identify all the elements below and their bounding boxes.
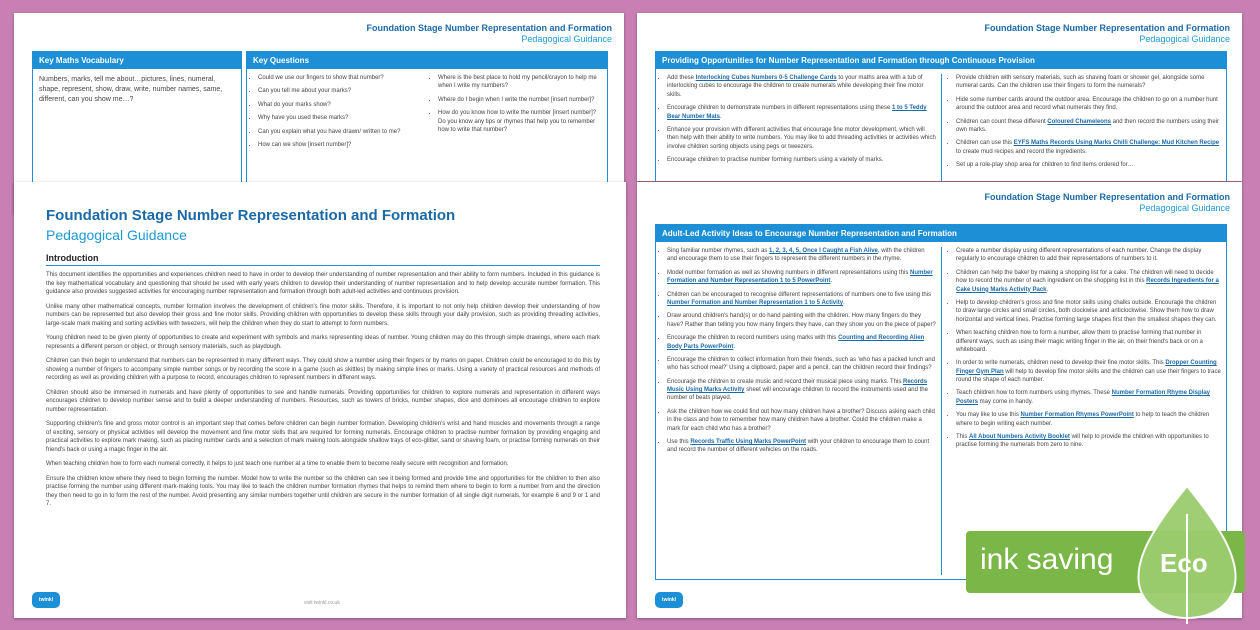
doc-title: Foundation Stage Number Representation and Formation [366, 23, 612, 33]
page-continuous-provision [637, 13, 1242, 181]
intro-paragraph: Unlike many other mathematical concepts, number formation involves the development of children's fine motor skills. Therefore, it is important to not only help children develop their understanding of how numbers can be represented but also develop their gross and fine motor skills. Providing children with opportunities to develop these skills through your daily provision, such as providing threading activities, large-scale mark making and sorting activities with tweezers, will help the children when they do start to attempt to form numbers. [46, 303, 600, 327]
activity-item: • When teaching children how to form a number, allow them to practise forming that number in different ways, such as using their magic writing finger in the air, on their friend's back or on a whiteboard. [956, 329, 1222, 354]
vocabulary-text: Numbers, marks, tell me about…pictures, lines, numeral, shape, represent, show, draw, write, number names, same, different, can you show me…? [39, 76, 223, 104]
intro-paragraph: Young children need to be given plenty of opportunities to create and experiment with symbols and marks representing ideas of number. Young children may do this through simple drawings, where each mark represents a different person or object, or through sensory materials, such as playdough. [46, 335, 600, 350]
provision-item: • Set up a role-play shop area for children to find items ordered for… [956, 161, 1222, 169]
page-header [366, 23, 612, 46]
adult-led-left-column [658, 247, 936, 577]
question-item: • Can you tell me about your marks? [258, 87, 421, 95]
resource-link[interactable]: Dropper Counting Finger Gym Plan [956, 360, 1217, 375]
intro-paragraph: Supporting children's fine and gross motor control is an important step that comes before children can begin number formation. Developing children's wrist and hand muscles and movements through a range of exciting, sensory or physical activities will develop the movement and fine motor skills that are required for forming numerals. Encourage children to practise number formation by providing engaging and practical activities to explore mark making, such as placing number cards and a selection of mark making tools alongside shallow trays of eco-glitter, sand or shaving foam, or practise forming numerals on their friend's back or using a magic finger in the air. [46, 421, 600, 453]
intro-paragraph: Children should also be immersed in numerals and have plenty of opportunities to see and handle numerals. Providing opportunities for children to explore numerals and representation in different ways encourages children to develop number sense and to build a deeper understanding of numbers. Resources, such as towers of bricks, number shapes, dice and dominoes all encourage children to explore number representation. [46, 389, 600, 413]
resource-link[interactable]: Records Music Using Marks Activity [667, 378, 928, 394]
resource-link[interactable]: Records Traffic Using Marks PowerPoint [690, 439, 807, 446]
activity-item: • Model number formation as well as showing numbers in different representations using this Number Formation and Number Representation 1 to 5 PowerPoint. [667, 269, 936, 286]
introduction-heading: Introduction [46, 253, 99, 263]
doc-title: Foundation Stage Number Representation and Formation [984, 23, 1230, 33]
question-item: • Why have you used these marks? [258, 114, 421, 122]
activity-item: • Ask the children how we could find out how many children have a brother? Discuss asking each child in the class and how to remember how many children have a brother. Could the children make a mark for each child who has a brother? [667, 408, 936, 433]
heading-divider [46, 265, 600, 266]
provision-item: • Children can use this EYFS Maths Records Using Marks Chilli Challenge: Mud Kitchen Recipe to create mud recipes and record the ingredients. [956, 139, 1222, 156]
activity-item: • Draw around children's hand(s) or do hand painting with the children. How many fingers do they have? Rather than telling you how many fingers they have, can they show you on the piece of paper? [667, 312, 936, 329]
twinkl-logo: twinkl [655, 592, 683, 608]
page-header [984, 23, 1230, 46]
activity-item: • Encourage the children to record numbers using marks with this Counting and Recording Alien Body Parts PowerPoint. [667, 334, 936, 351]
continuous-left-column [658, 74, 936, 170]
provision-item: • Hide some number cards around the outdoor area. Encourage the children to go on a number hunt around the outdoor area and record what numerals they find. [956, 96, 1222, 113]
footer-url: visit twinkl.co.uk [304, 600, 340, 606]
question-item: • What do your marks show? [258, 101, 421, 109]
question-item: • Could we use our fingers to show that number? [258, 74, 421, 82]
intro-paragraph: This document identifies the opportunities and experiences children need to have in order to develop their understanding of number representation and their ability to form numbers. Included in this guidance is the key mathematical vocabulary and questioning that should be used with early years children to develop their understanding of number representation and to help develop accurate number formation. This guidance also provides suggested activities for encouraging number representation and formation through both adult-led activities and continuous provision. [46, 272, 600, 296]
resource-link[interactable]: Number Formation and Number Representation 1 to 5 PowerPoint [667, 269, 933, 285]
activity-item: • Create a number display using different representations of each number. Change the display regularly to encourage children to add their representations of numbers to it. [956, 247, 1222, 264]
questions-right-column [429, 74, 601, 139]
resource-link[interactable]: Records Ingredients for a Cake Using Marks Activity Pack [956, 278, 1219, 293]
provision-item: • Encourage children to practise number forming numbers using a variety of marks. [667, 156, 936, 164]
resource-link[interactable]: Number Formation Rhyme Display Posters [956, 390, 1210, 405]
vocabulary-heading: Key Maths Vocabulary [33, 52, 241, 69]
continuous-provision-box [655, 51, 1227, 181]
continuous-right-column [947, 74, 1222, 175]
question-item: • Where is the best place to hold my pencil/crayon to help me when I write my numbers? [438, 74, 601, 91]
activity-item: • Use this Records Traffic Using Marks PowerPoint with your children to encourage them to count and record the number of different vehicles on the roads. [667, 438, 936, 455]
activity-item: • Help to develop children's gross and fine motor skills using chalks outside. Encourage the children to draw large circles and small circles, both clockwise and anticlockwise. Show them how to draw horizontal and vertical lines. Practise forming large shapes first then the smallest shapes they can. [956, 299, 1222, 324]
activity-item: • Children can help the baker by making a shopping list for a cake. The children will need to decide how to record the number of each ingredient on the shopping list in this Records Ingredients for a Cake Using Marks Activity Pack. [956, 269, 1222, 294]
resource-link[interactable]: All About Numbers Activity Booklet [969, 434, 1070, 441]
resource-link[interactable]: Number Formation and Number Representation 1 to 5 Activity [667, 299, 844, 306]
questions-left-column [249, 74, 421, 154]
provision-item: • Add these Interlocking Cubes Numbers 0-5 Challenge Cards to your maths area with a tub of interlocking cubes to encourage the children to create numerals while developing their fine motor skills. [667, 74, 936, 99]
ink-saving-text: ink saving [980, 543, 1114, 576]
activity-item: • In order to write numerals, children need to develop their fine motor skills. This Dropper Counting Finger Gym Plan will help to develop fine motor skills and the children can use their fingers to trace round the shape of each number. [956, 359, 1222, 384]
intro-doc-subtitle: Pedagogical Guidance [46, 227, 187, 243]
resource-link[interactable]: 1 to 5 Teddy Bear Number Mats [667, 105, 927, 120]
resource-link[interactable]: Interlocking Cubes Numbers 0-5 Challenge Cards [695, 75, 837, 81]
activity-item: • Children can be encouraged to recognise different representations of numbers one to five using this Number Formation and Number Representation 1 to 5 Activity. [667, 291, 936, 308]
continuous-provision-heading: Providing Opportunities for Number Representation and Formation through Continuous Provision [656, 52, 1226, 69]
intro-doc-title: Foundation Stage Number Representation and Formation [46, 207, 456, 224]
doc-subtitle: Pedagogical Guidance [1139, 34, 1230, 45]
activity-item: • Sing familiar number rhymes, such as 1, 2, 3, 4, 5, Once I Caught a Fish Alive, with the children and encourage them to use their fingers to represent the different numbers in the rhyme. [667, 247, 936, 264]
twinkl-logo: twinkl [32, 592, 60, 608]
provision-item: • Provide children with sensory materials, such as shaving foam or shower gel, alongside some numeral cards. Can the children use their fingers to form the numerals? [956, 74, 1222, 91]
introduction-body [46, 271, 600, 515]
adult-led-heading: Adult-Led Activity Ideas to Encourage Number Representation and Formation [656, 225, 1226, 242]
activity-item: • You may like to use this Number Formation Rhymes PowerPoint to help to teach the children where to begin writing each number. [956, 411, 1222, 428]
activity-item: • Teach children how to form numbers using rhymes. These Number Formation Rhyme Display Posters may come in handy. [956, 389, 1222, 406]
question-item: • Where do I begin when I write the number [insert number]? [438, 96, 601, 104]
resource-link[interactable]: Coloured Chameleons [1047, 118, 1111, 125]
question-item: • Can you explain what you have drawn/ written to me? [258, 128, 421, 136]
question-item: • How can we show [insert number]? [258, 141, 421, 149]
resource-link[interactable]: Number Formation Rhymes PowerPoint [1020, 412, 1134, 419]
resource-link[interactable]: EYFS Maths Records Using Marks Chilli Challenge: Mud Kitchen Recipe [1013, 140, 1220, 147]
activity-item: • Encourage the children to create music and record their musical piece using marks. This Records Music Using Marks Activity sheet will encourage children to record the instruments used and the number of beats played. [667, 378, 936, 403]
page-header [984, 192, 1230, 215]
intro-paragraph: When teaching children how to form each numeral correctly, it helps to just teach one number at a time to enable them to become really secure with recognition and formation. [46, 461, 509, 468]
provision-item: • Enhance your provision with different activities that encourage fine motor development, which will then help with their ability to write numbers. You may like to add threading activities or activities which involve children sorting objects using pegs or tweezers. [667, 126, 936, 151]
intro-paragraph: Children can then begin to understand that numbers can be represented in many different ways. They could show a number using their fingers or by marks on paper. Children could be encouraged to do this by showing a number of fingers to accompany simple number songs or by recording the score in a game (such as skittles) by making simple lines or marks. Using a variety of practical resources and methods of recording as well as providing children with a purpose to record, encourages children to represent numbers in different ways. [46, 358, 600, 382]
resource-link[interactable]: Counting and Recording Alien Body Parts PowerPoint [667, 335, 925, 350]
resource-link[interactable]: 1, 2, 3, 4, 5, Once I Caught a Fish Alive [769, 248, 878, 254]
eco-label: Eco [1160, 548, 1208, 578]
activity-item: • Encourage the children to collect information from their friends, such as 'who has a packed lunch and who has school meal?' Using a clipboard, paper and a pencil, can the children record their findings? [667, 356, 936, 373]
provision-item: • Encourage children to demonstrate numbers in different representations using these 1 to 5 Teddy Bear Number Mats. [667, 104, 936, 121]
intro-paragraph: Ensure the children know where they need to begin forming the number. Model how to write the number so the children can see it being formed and provide time and opportunities for the children to then also practise forming the number using different mark-making tools. You may like to teach the children number formation rhymes that helps to remind them where to begin to form a number from and the direction they then need to go in to form the rest of the number. Avoid presenting any similar numbers together until children are secure in the number formation of all single digit numerals, for example 6 and 9 or 1 and 7. [46, 475, 600, 508]
question-item: • How do you know how to write the number [insert number]? Do you know any tips or rhymes that help you to remember how to write that number? [438, 109, 601, 134]
page-introduction [14, 182, 626, 618]
activity-item: • This All About Numbers Activity Booklet will help to provide the children with opportunities to practise forming the numerals from zero to nine. [956, 433, 1222, 450]
doc-title: Foundation Stage Number Representation and Formation [984, 192, 1230, 202]
doc-subtitle: Pedagogical Guidance [521, 34, 612, 45]
questions-heading: Key Questions [247, 52, 607, 69]
provision-item: • Children can count these different Coloured Chameleons and then record the numbers using their own marks. [956, 118, 1222, 135]
doc-subtitle: Pedagogical Guidance [1139, 203, 1230, 214]
